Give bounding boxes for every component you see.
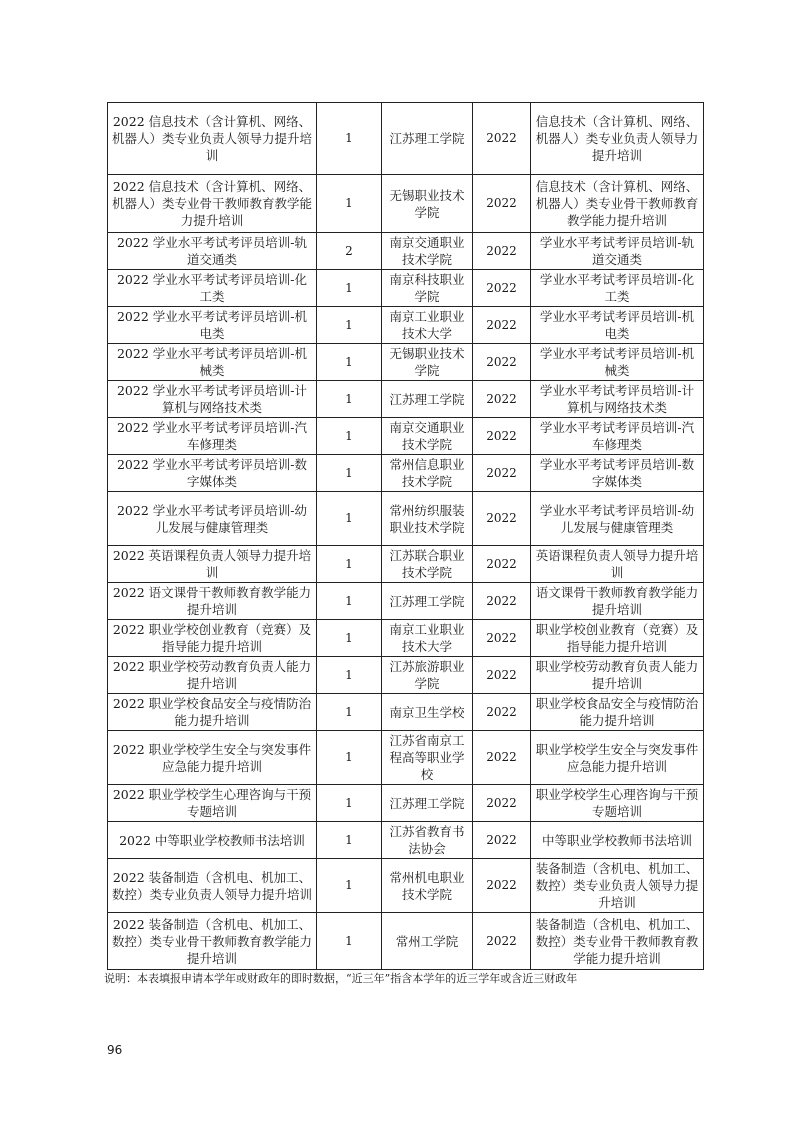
year-cell: 2022 xyxy=(473,455,531,492)
training-name-cell: 2022 装备制造（含机电、机加工、数控）类专业骨干教师教育教学能力提升培训 xyxy=(108,913,317,970)
participant-count-cell: 1 xyxy=(317,492,382,546)
year-cell: 2022 xyxy=(473,822,531,859)
project-name-cell: 职业学校创业教育（竞赛）及指导能力提升培训 xyxy=(531,620,704,657)
year-cell: 2022 xyxy=(473,233,531,270)
organizer-cell: 无锡职业技术学院 xyxy=(382,344,473,381)
participant-count-cell: 1 xyxy=(317,455,382,492)
table-row xyxy=(108,822,704,859)
table-row xyxy=(108,546,704,583)
page-number: 96 xyxy=(107,1043,123,1057)
training-name-cell: 2022 职业学校劳动教育负责人能力提升培训 xyxy=(108,657,317,694)
training-name-cell: 2022 职业学校学生心理咨询与干预专题培训 xyxy=(108,785,317,822)
table-row xyxy=(108,175,704,233)
participant-count-cell: 1 xyxy=(317,344,382,381)
table-row xyxy=(108,785,704,822)
table-row xyxy=(108,583,704,620)
training-name-cell: 2022 英语课程负责人领导力提升培训 xyxy=(108,546,317,583)
project-name-cell: 职业学校学生安全与突发事件应急能力提升培训 xyxy=(531,731,704,785)
year-cell: 2022 xyxy=(473,103,531,175)
organizer-cell: 江苏省教育书法协会 xyxy=(382,822,473,859)
training-name-cell: 2022 职业学校创业教育（竞赛）及指导能力提升培训 xyxy=(108,620,317,657)
year-cell: 2022 xyxy=(473,546,531,583)
training-name-cell: 2022 学业水平考试考评员培训-轨道交通类 xyxy=(108,233,317,270)
training-name-cell: 2022 学业水平考试考评员培训-幼儿发展与健康管理类 xyxy=(108,492,317,546)
year-cell: 2022 xyxy=(473,859,531,913)
training-name-cell: 2022 职业学校学生安全与突发事件应急能力提升培训 xyxy=(108,731,317,785)
organizer-cell: 南京科技职业学院 xyxy=(382,270,473,307)
year-cell: 2022 xyxy=(473,307,531,344)
year-cell: 2022 xyxy=(473,785,531,822)
project-name-cell: 学业水平考试考评员培训-化工类 xyxy=(531,270,704,307)
training-table-container xyxy=(107,102,703,970)
project-name-cell: 学业水平考试考评员培训-轨道交通类 xyxy=(531,233,704,270)
training-name-cell: 2022 中等职业学校教师书法培训 xyxy=(108,822,317,859)
table-row xyxy=(108,913,704,970)
table-row xyxy=(108,455,704,492)
training-name-cell: 2022 信息技术（含计算机、网络、机器人）类专业负责人领导力提升培训 xyxy=(108,103,317,175)
participant-count-cell: 1 xyxy=(317,175,382,233)
organizer-cell: 南京交通职业技术学院 xyxy=(382,418,473,455)
project-name-cell: 装备制造（含机电、机加工、数控）类专业骨干教师教育教学能力提升培训 xyxy=(531,913,704,970)
organizer-cell: 南京交通职业技术学院 xyxy=(382,233,473,270)
project-name-cell: 学业水平考试考评员培训-机电类 xyxy=(531,307,704,344)
training-name-cell: 2022 职业学校食品安全与疫情防治能力提升培训 xyxy=(108,694,317,731)
participant-count-cell: 1 xyxy=(317,731,382,785)
participant-count-cell: 1 xyxy=(317,270,382,307)
participant-count-cell: 1 xyxy=(317,785,382,822)
participant-count-cell: 1 xyxy=(317,546,382,583)
project-name-cell: 学业水平考试考评员培训-数字媒体类 xyxy=(531,455,704,492)
project-name-cell: 学业水平考试考评员培训-计算机与网络技术类 xyxy=(531,381,704,418)
training-name-cell: 2022 学业水平考试考评员培训-汽车修理类 xyxy=(108,418,317,455)
year-cell: 2022 xyxy=(473,175,531,233)
training-name-cell: 2022 学业水平考试考评员培训-机械类 xyxy=(108,344,317,381)
project-name-cell: 学业水平考试考评员培训-幼儿发展与健康管理类 xyxy=(531,492,704,546)
year-cell: 2022 xyxy=(473,731,531,785)
participant-count-cell: 1 xyxy=(317,307,382,344)
project-name-cell: 语文课骨干教师教育教学能力提升培训 xyxy=(531,583,704,620)
year-cell: 2022 xyxy=(473,583,531,620)
organizer-cell: 江苏理工学院 xyxy=(382,103,473,175)
organizer-cell: 无锡职业技术学院 xyxy=(382,175,473,233)
training-name-cell: 2022 学业水平考试考评员培训-机电类 xyxy=(108,307,317,344)
participant-count-cell: 1 xyxy=(317,913,382,970)
table-row xyxy=(108,657,704,694)
participant-count-cell: 2 xyxy=(317,233,382,270)
organizer-cell: 常州信息职业技术学院 xyxy=(382,455,473,492)
table-row xyxy=(108,307,704,344)
training-table xyxy=(107,102,704,970)
project-name-cell: 学业水平考试考评员培训-汽车修理类 xyxy=(531,418,704,455)
participant-count-cell: 1 xyxy=(317,381,382,418)
table-row xyxy=(108,381,704,418)
project-name-cell: 信息技术（含计算机、网络、机器人）类专业负责人领导力提升培训 xyxy=(531,103,704,175)
organizer-cell: 江苏省南京工程高等职业学校 xyxy=(382,731,473,785)
participant-count-cell: 1 xyxy=(317,694,382,731)
project-name-cell: 职业学校食品安全与疫情防治能力提升培训 xyxy=(531,694,704,731)
table-row xyxy=(108,270,704,307)
table-row xyxy=(108,731,704,785)
training-name-cell: 2022 学业水平考试考评员培训-计算机与网络技术类 xyxy=(108,381,317,418)
project-name-cell: 英语课程负责人领导力提升培训 xyxy=(531,546,704,583)
organizer-cell: 江苏联合职业技术学院 xyxy=(382,546,473,583)
year-cell: 2022 xyxy=(473,913,531,970)
organizer-cell: 江苏旅游职业学院 xyxy=(382,657,473,694)
table-row xyxy=(108,344,704,381)
table-row xyxy=(108,694,704,731)
project-name-cell: 职业学校学生心理咨询与干预专题培训 xyxy=(531,785,704,822)
training-name-cell: 2022 学业水平考试考评员培训-化工类 xyxy=(108,270,317,307)
table-row xyxy=(108,103,704,175)
training-name-cell: 2022 信息技术（含计算机、网络、机器人）类专业骨干教师教育教学能力提升培训 xyxy=(108,175,317,233)
training-name-cell: 2022 语文课骨干教师教育教学能力提升培训 xyxy=(108,583,317,620)
participant-count-cell: 1 xyxy=(317,418,382,455)
table-row xyxy=(108,620,704,657)
table-row xyxy=(108,233,704,270)
table-note: 说明：本表填报申请本学年或财政年的即时数据，“近三年”指含本学年的近三学年或含近三财政年 xyxy=(104,972,578,985)
project-name-cell: 中等职业学校教师书法培训 xyxy=(531,822,704,859)
year-cell: 2022 xyxy=(473,381,531,418)
organizer-cell: 南京卫生学校 xyxy=(382,694,473,731)
organizer-cell: 南京工业职业技术大学 xyxy=(382,620,473,657)
year-cell: 2022 xyxy=(473,344,531,381)
table-row xyxy=(108,492,704,546)
participant-count-cell: 1 xyxy=(317,822,382,859)
participant-count-cell: 1 xyxy=(317,583,382,620)
organizer-cell: 常州机电职业技术学院 xyxy=(382,859,473,913)
organizer-cell: 常州工学院 xyxy=(382,913,473,970)
participant-count-cell: 1 xyxy=(317,859,382,913)
training-table-body xyxy=(108,103,704,970)
organizer-cell: 江苏理工学院 xyxy=(382,583,473,620)
organizer-cell: 南京工业职业技术大学 xyxy=(382,307,473,344)
year-cell: 2022 xyxy=(473,492,531,546)
project-name-cell: 信息技术（含计算机、网络、机器人）类专业骨干教师教育教学能力提升培训 xyxy=(531,175,704,233)
participant-count-cell: 1 xyxy=(317,657,382,694)
table-row xyxy=(108,418,704,455)
project-name-cell: 职业学校劳动教育负责人能力提升培训 xyxy=(531,657,704,694)
year-cell: 2022 xyxy=(473,620,531,657)
participant-count-cell: 1 xyxy=(317,620,382,657)
year-cell: 2022 xyxy=(473,418,531,455)
project-name-cell: 装备制造（含机电、机加工、数控）类专业负责人领导力提升培训 xyxy=(531,859,704,913)
year-cell: 2022 xyxy=(473,270,531,307)
year-cell: 2022 xyxy=(473,694,531,731)
organizer-cell: 常州纺织服装职业技术学院 xyxy=(382,492,473,546)
training-name-cell: 2022 学业水平考试考评员培训-数字媒体类 xyxy=(108,455,317,492)
organizer-cell: 江苏理工学院 xyxy=(382,785,473,822)
project-name-cell: 学业水平考试考评员培训-机械类 xyxy=(531,344,704,381)
year-cell: 2022 xyxy=(473,657,531,694)
table-row xyxy=(108,859,704,913)
participant-count-cell: 1 xyxy=(317,103,382,175)
organizer-cell: 江苏理工学院 xyxy=(382,381,473,418)
training-name-cell: 2022 装备制造（含机电、机加工、数控）类专业负责人领导力提升培训 xyxy=(108,859,317,913)
